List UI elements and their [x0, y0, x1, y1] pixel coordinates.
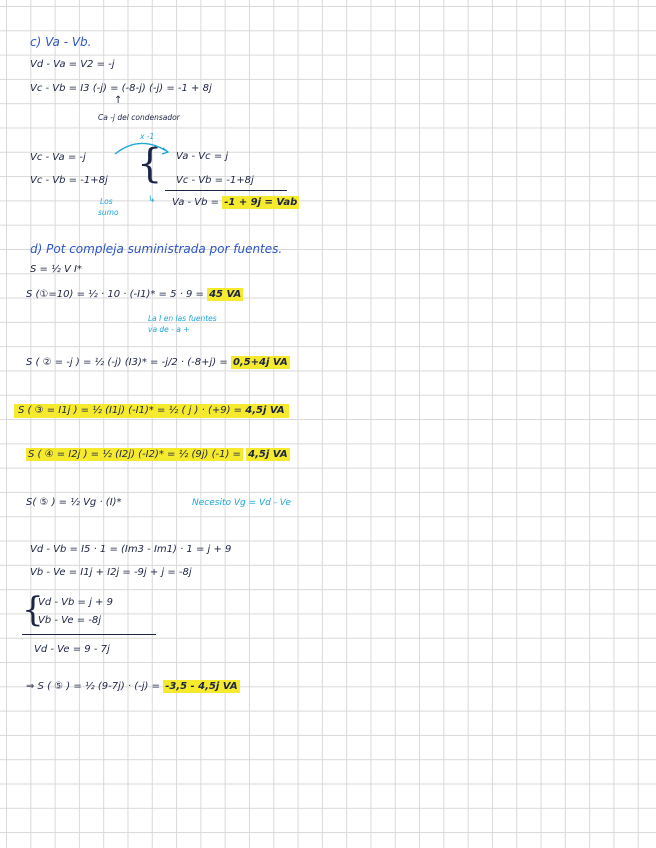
- power-source-3: [14, 404, 289, 418]
- multiply-label: x -1: [140, 132, 155, 141]
- system2-result: Vd - Ve = 9 - 7j: [34, 644, 110, 655]
- equation-line: Vc - Vb = I3 (-j) = (-8-j) (-j) = -1 + 8j: [30, 83, 212, 94]
- power-source-4-result: 4,5j VA: [248, 449, 288, 460]
- annotation-sum-1: Los: [100, 197, 113, 206]
- power-source-2: [26, 358, 290, 368]
- section-d-heading: d) Pot compleja suministrada por fuentes.: [30, 242, 283, 256]
- annotation-fuentes-2: va de - a +: [148, 325, 190, 334]
- annotation-capacitor: Ca -j del condensador: [98, 113, 180, 122]
- section-c-heading: c) Va - Vb.: [30, 35, 92, 49]
- system2-equation-2: Vb - Ve = -8j: [38, 615, 102, 626]
- brace-icon: {: [22, 590, 44, 630]
- power-source-3-lhs: S ( ③ = I1j ) = ½ (I1j) (-I1)* = ½ ( j ) · (+9) =: [18, 405, 243, 416]
- final-power-lhs: ⇒ S ( ⑤ ) = ½ (9-7j) · (-j) =: [26, 681, 161, 692]
- sum-rule: [22, 634, 156, 635]
- sum-rule: [165, 190, 287, 191]
- power-source-2-lhs: S ( ② = -j ) = ½ (-j) (I3)* = -j/2 · (-8+j) =: [26, 357, 228, 368]
- annotation-fuentes-1: La I en las fuentes: [148, 314, 217, 323]
- arrow-up-icon: ↑: [114, 95, 123, 106]
- annotation-sum-2: sumo: [98, 208, 119, 217]
- power-source-1: [26, 290, 243, 300]
- arrow-down-icon: ↳: [148, 195, 156, 205]
- power-source-4-lhs: S ( ④ = I2j ) = ½ (I2j) (-I2)* = ½ (9j) (-1) =: [28, 449, 241, 460]
- system2-equation-1: Vd - Vb = j + 9: [38, 597, 113, 608]
- power-source-1-lhs: S (①=10) = ½ · 10 · (-I1)* = 5 · 9 =: [26, 289, 204, 300]
- power-source-2-result: 0,5+4j VA: [232, 357, 288, 368]
- result-equation-2: Vc - Vb = -1+8j: [176, 175, 254, 186]
- system-equation-2: Vc - Vb = -1+8j: [30, 175, 108, 186]
- result-equation-3: [172, 198, 299, 208]
- annotation-need-vg: Necesito Vg = Vd - Ve: [192, 498, 291, 508]
- system-equation-1: Vc - Va = -j: [30, 152, 86, 163]
- equation-line: Vd - Va = V2 = -j: [30, 59, 115, 70]
- result-lhs: Va - Vb =: [172, 197, 220, 208]
- brace-icon: {: [137, 141, 163, 187]
- final-power: [26, 682, 240, 692]
- equation-vb-ve: Vb - Ve = I1j + I2j = -9j + j = -8j: [30, 567, 192, 578]
- final-power-result: -3,5 - 4,5j VA: [165, 681, 238, 692]
- power-source-5: S( ⑤ ) = ½ Vg · (I)*: [26, 497, 122, 508]
- power-source-3-result: 4,5j VA: [245, 405, 285, 416]
- result-highlight: -1 + 9j = Vab: [224, 197, 298, 208]
- equation-vd-vb: Vd - Vb = I5 · 1 = (Im3 - Im1) · 1 = j + 9: [30, 544, 232, 555]
- curved-arrow-icon: [112, 138, 172, 160]
- result-equation-1: Va - Vc = j: [176, 151, 229, 162]
- power-source-1-result: 45 VA: [209, 289, 242, 300]
- power-formula: S = ½ V I*: [30, 264, 82, 275]
- power-source-4: [26, 450, 290, 460]
